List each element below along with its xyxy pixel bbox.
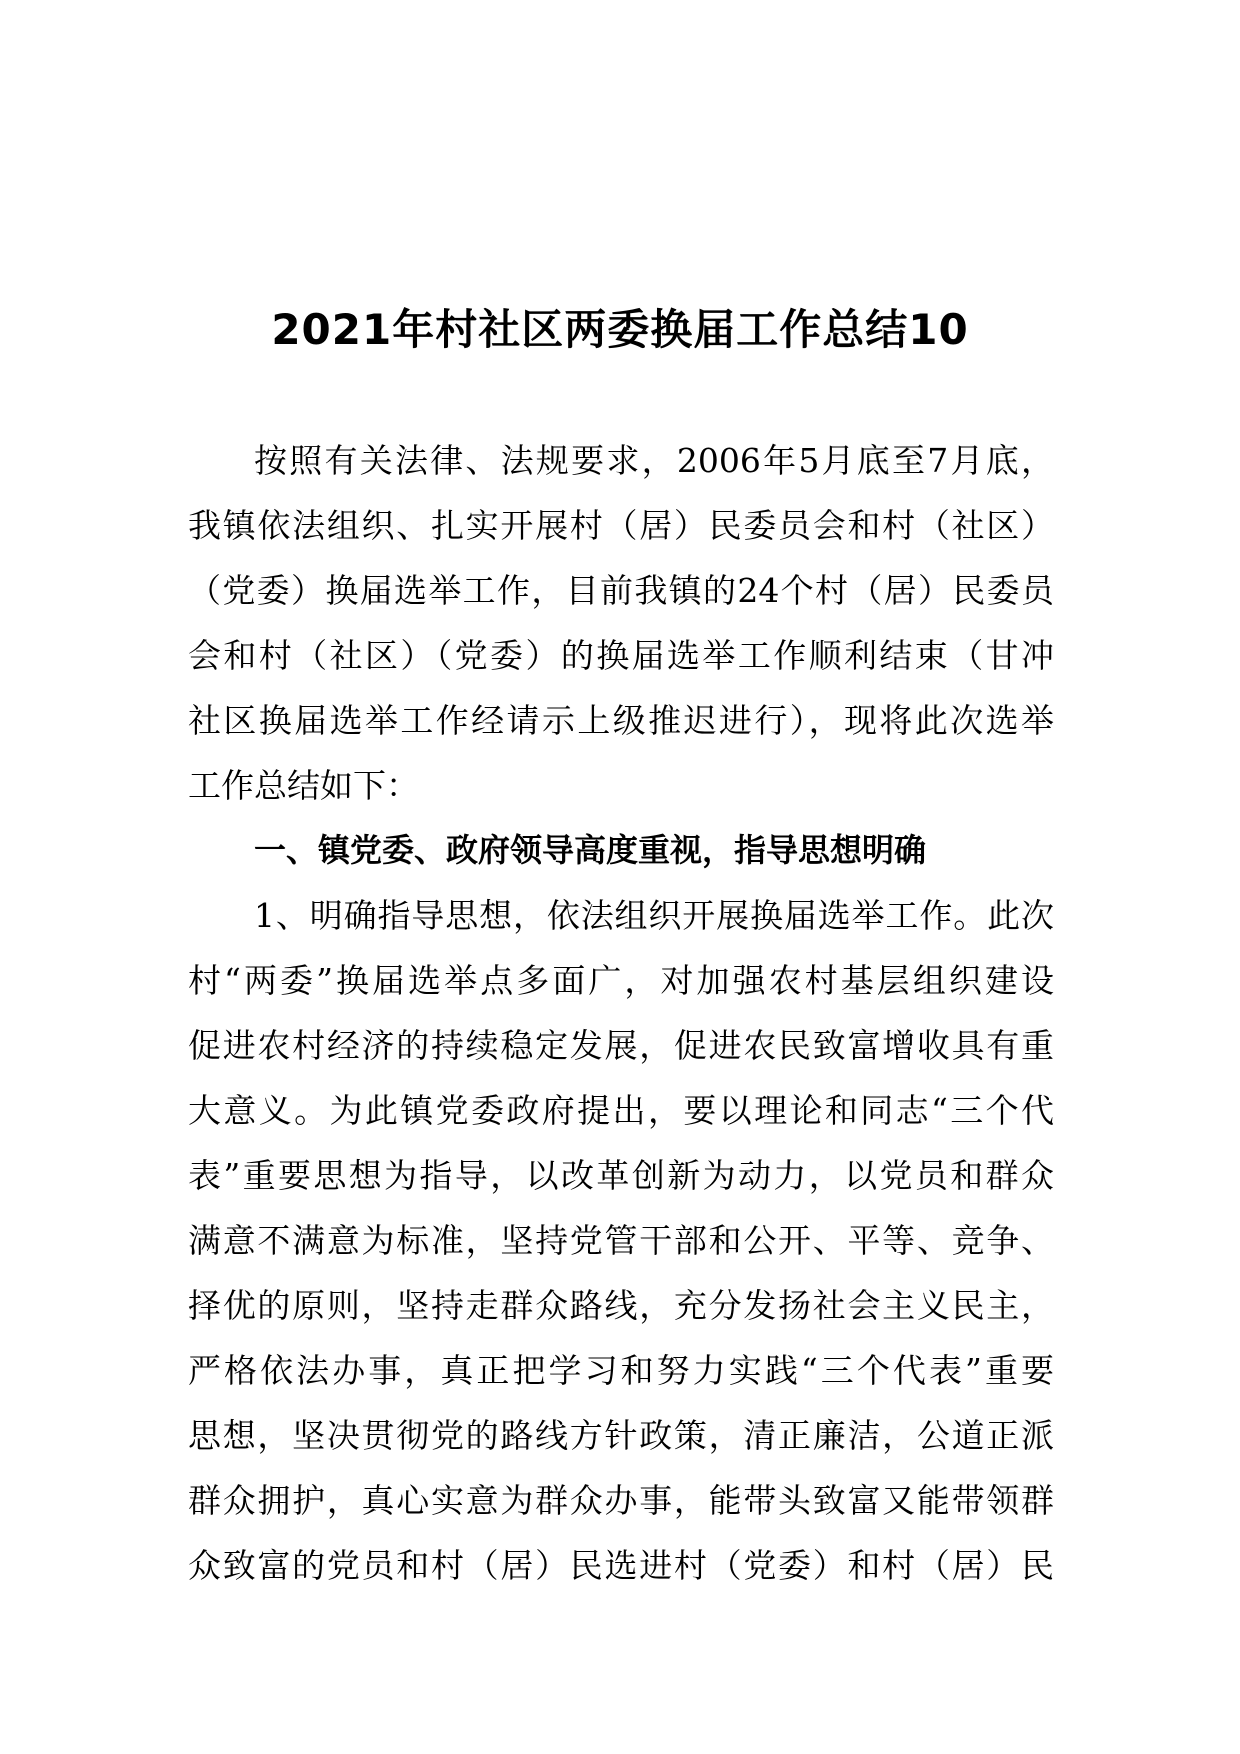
paragraph-line: 群众拥护，真心实意为群众办事，能带头致富又能带领群 bbox=[188, 1481, 1054, 1520]
paragraph-line: 大意义。为此镇党委政府提出，要以理论和同志“三个代 bbox=[188, 1091, 1054, 1130]
paragraph-line: 表”重要思想为指导，以改革创新为动力，以党员和群众 bbox=[188, 1156, 1054, 1195]
paragraph-line: 择优的原则，坚持走群众路线，充分发扬社会主义民主， bbox=[188, 1286, 1054, 1325]
paragraph-line: 工作总结如下： bbox=[188, 766, 419, 805]
document-body bbox=[188, 428, 1054, 1598]
paragraph-line: 促进农村经济的持续稳定发展，促进农民致富增收具有重 bbox=[188, 1026, 1054, 1065]
document-title: 2021年村社区两委换届工作总结10 bbox=[271, 305, 969, 354]
paragraph-line: 严格依法办事，真正把学习和努力实践“三个代表”重要 bbox=[188, 1351, 1054, 1390]
paragraph-line: 村“两委”换届选举点多面广，对加强农村基层组织建设 bbox=[188, 961, 1054, 1000]
paragraph-line: （党委）换届选举工作，目前我镇的24个村（居）民委员 bbox=[188, 571, 1054, 610]
paragraph-line: 思想，坚决贯彻党的路线方针政策，清正廉洁，公道正派 bbox=[188, 1416, 1054, 1455]
paragraph-line: 1、明确指导思想，依法组织开展换届选举工作。此次 bbox=[254, 896, 1054, 935]
paragraph-line: 我镇依法组织、扎实开展村（居）民委员会和村（社区） bbox=[188, 506, 1054, 545]
section-heading: 一、镇党委、政府领导高度重视，指导思想明确 bbox=[254, 831, 927, 869]
paragraph-line: 满意不满意为标准，坚持党管干部和公开、平等、竞争、 bbox=[188, 1221, 1054, 1260]
paragraph-line: 按照有关法律、法规要求，2006年5月底至7月底， bbox=[254, 441, 1054, 480]
paragraph-line: 社区换届选举工作经请示上级推迟进行），现将此次选举 bbox=[188, 701, 1054, 740]
paragraph-line: 会和村（社区）（党委）的换届选举工作顺利结束（甘冲 bbox=[188, 636, 1054, 675]
paragraph-line: 众致富的党员和村（居）民选进村（党委）和村（居）民 bbox=[188, 1546, 1054, 1585]
